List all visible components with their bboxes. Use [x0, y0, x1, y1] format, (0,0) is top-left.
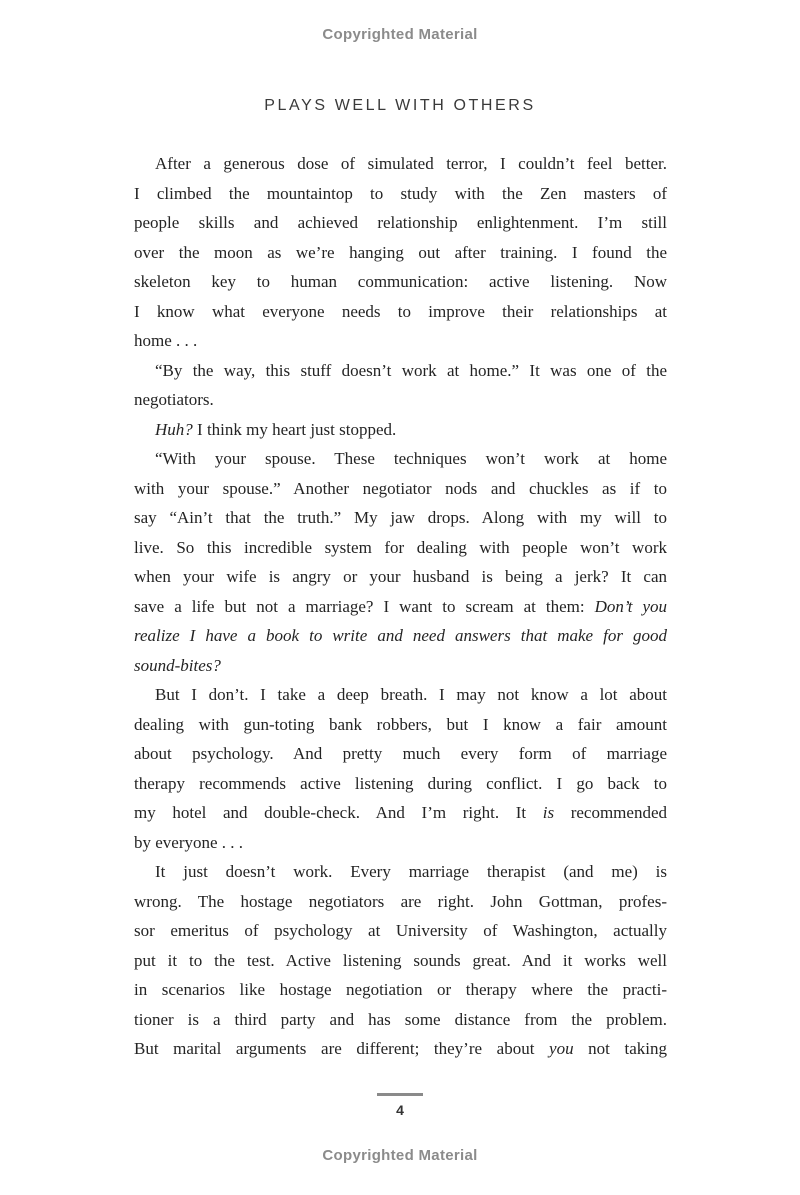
text-line [134, 356, 667, 386]
paragraph [134, 444, 667, 680]
text-line [134, 680, 667, 710]
text-run: say “Ain’t that the truth.” My jaw drops. Along with my will to [134, 508, 667, 527]
text-run: by everyone . . . [134, 832, 244, 852]
italic-run: is [542, 803, 555, 822]
text-run: tioner is a third party and has some distance from the problem. [134, 1009, 667, 1029]
text-line [134, 798, 667, 828]
copyright-notice-top: Copyrighted Material [322, 26, 478, 43]
text-line [134, 444, 667, 474]
text-run: sor emeritus of psychology at University of Washington, actually [134, 921, 667, 940]
text-run: save a life but not a marriage? I want to scream at them: [134, 596, 595, 616]
italic-run: sound-bites? [134, 655, 221, 675]
text-run: therapy recommends active listening during conflict. I go back to [134, 773, 667, 793]
text-line [134, 474, 667, 504]
body-text [134, 149, 667, 1064]
running-header: PLAYS WELL WITH OTHERS [264, 97, 536, 114]
text-run: After a generous dose of simulated terror, I couldn’t feel better. [155, 154, 667, 173]
page-number: 4 [396, 1102, 404, 1118]
text-line [134, 385, 667, 415]
text-run: over the moon as we’re hanging out after training. I found the [134, 242, 667, 262]
text-line [134, 503, 667, 533]
italic-run: Don’t you [594, 596, 667, 616]
text-line [134, 769, 667, 799]
text-run: I know what everyone needs to improve their relationships at [134, 301, 667, 321]
text-run: wrong. The hostage negotiators are right. John Gottman, profes- [134, 891, 667, 911]
text-run: put it to the test. Active listening sounds great. And it works well [134, 950, 667, 970]
paragraph [134, 356, 667, 415]
text-run: dealing with gun-toting bank robbers, but I know a fair amount [134, 714, 667, 734]
text-run: “With your spouse. These techniques won’t work at home [155, 449, 667, 468]
text-line [134, 828, 667, 858]
copyright-notice-bottom: Copyrighted Material [322, 1147, 478, 1164]
text-run: negotiators. [134, 390, 214, 409]
text-line [134, 1034, 667, 1064]
text-run: “By the way, this stuff doesn’t work at home.” It was one of the [155, 360, 667, 380]
text-run: when your wife is angry or your husband is being a jerk? It can [134, 567, 667, 586]
italic-run: Huh? [155, 419, 193, 439]
italic-run: realize I have a book to write and need answers that make for good [134, 626, 667, 645]
text-line [134, 946, 667, 976]
text-line [134, 621, 667, 651]
text-line [134, 562, 667, 592]
text-run: with your spouse.” Another negotiator nods and chuckles as if to [134, 478, 667, 498]
text-line [134, 238, 667, 268]
text-run: But marital arguments are different; they’re about [134, 1039, 550, 1058]
text-run: not taking [573, 1039, 667, 1058]
paragraph [134, 680, 667, 857]
text-line [134, 651, 667, 681]
text-run: my hotel and double-check. And I’m right. It [134, 803, 543, 822]
text-run: recommended [554, 803, 667, 822]
text-run: about psychology. And pretty much every form of marriage [134, 744, 667, 763]
text-run: skeleton key to human communication: active listening. Now [134, 272, 667, 291]
text-line [134, 887, 667, 917]
text-line [134, 179, 667, 209]
text-line [134, 415, 667, 445]
text-line [134, 533, 667, 563]
text-line [134, 857, 667, 887]
paragraph [134, 857, 667, 1064]
text-line [134, 326, 667, 356]
text-line [134, 208, 667, 238]
text-line [134, 149, 667, 179]
text-run: But I don’t. I take a deep breath. I may not know a lot about [155, 685, 667, 704]
text-run: live. So this incredible system for dealing with people won’t work [134, 537, 667, 557]
text-line [134, 1005, 667, 1035]
paragraph [134, 149, 667, 356]
text-line [134, 297, 667, 327]
text-run: It just doesn’t work. Every marriage therapist (and me) is [155, 862, 667, 881]
text-run: I think my heart just stopped. [192, 419, 397, 439]
text-run: home . . . [134, 331, 198, 350]
text-run: I climbed the mountaintop to study with the Zen masters of [134, 183, 667, 203]
footer-rule [377, 1093, 423, 1096]
text-line [134, 592, 667, 622]
text-line [134, 975, 667, 1005]
text-line [134, 739, 667, 769]
text-line [134, 916, 667, 946]
text-run: in scenarios like hostage negotiation or therapy where the practi- [134, 980, 667, 999]
text-run: people skills and achieved relationship enlightenment. I’m still [134, 213, 667, 232]
italic-run: you [549, 1039, 574, 1058]
text-line [134, 710, 667, 740]
text-line [134, 267, 667, 297]
paragraph [134, 415, 667, 445]
